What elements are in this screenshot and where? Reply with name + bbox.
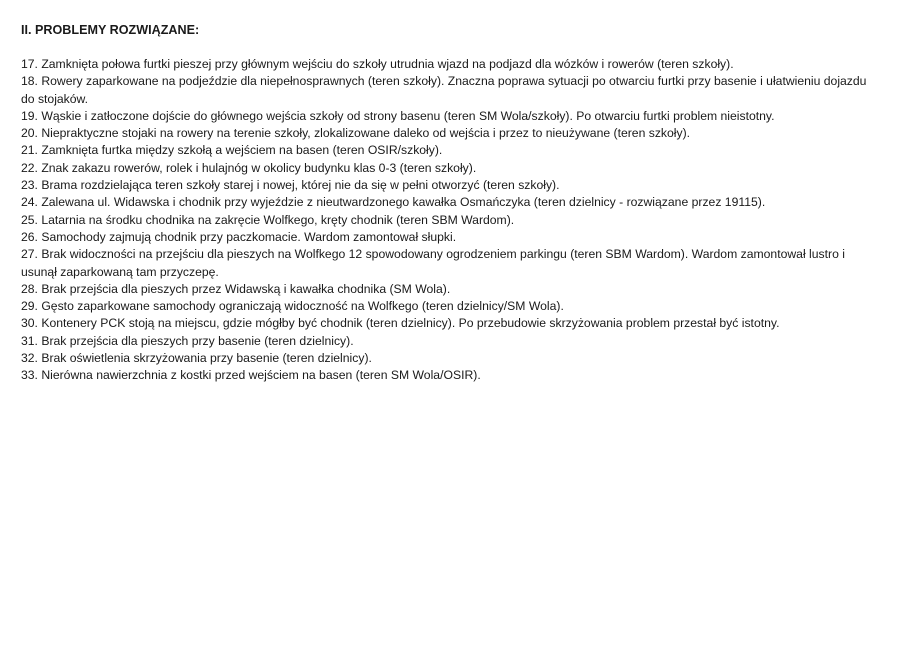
list-item: 28. Brak przejścia dla pieszych przez Widawską i kawałka chodnika (SM Wola). bbox=[21, 281, 451, 296]
list-item: 21. Zamknięta furtka między szkołą a wejściem na basen (teren OSIR/szkoły). bbox=[21, 143, 443, 158]
list-item: 26. Samochody zajmują chodnik przy paczkomacie. Wardom zamontował słupki. bbox=[21, 229, 457, 244]
list-item: 19. Wąskie i zatłoczone dojście do głównego wejścia szkoły od strony basenu (teren SM Wola/szkoły). Po otwarciu furtki problem nieistotny. bbox=[21, 108, 775, 123]
list-item: 32. Brak oświetlenia skrzyżowania przy basenie (teren dzielnicy). bbox=[21, 351, 372, 366]
list-item: 29. Gęsto zaparkowane samochody ograniczają widoczność na Wolfkego (teren dzielnicy/SM Wola). bbox=[21, 299, 564, 314]
solved-problems-list bbox=[21, 56, 881, 385]
list-item: 25. Latarnia na środku chodnika na zakręcie Wolfkego, kręty chodnik (teren SBM Wardom). bbox=[21, 212, 515, 227]
list-item: 18. Rowery zaparkowane na podjeździe dla niepełnosprawnych (teren szkoły). Znaczna poprawa sytuacji po otwarciu furtki przy basenie i ułatwieniu dojazdu do stojaków. bbox=[21, 74, 867, 106]
list-item: 27. Brak widoczności na przejściu dla pieszych na Wolfkego 12 spowodowany ogrodzeniem parkingu (teren SBM Wardom). Wardom zamontował lustro i usunął zaparkowaną tam przyczepę. bbox=[21, 247, 845, 279]
list-item: 23. Brama rozdzielająca teren szkoły starej i nowej, której nie da się w pełni otworzyć (teren szkoły). bbox=[21, 178, 560, 193]
list-item: 31. Brak przejścia dla pieszych przy basenie (teren dzielnicy). bbox=[21, 333, 354, 348]
section-heading: II. PROBLEMY ROZWIĄZANE: bbox=[21, 23, 200, 37]
list-item: 24. Zalewana ul. Widawska i chodnik przy wyjeździe z nieutwardzonego kawałka Osmańczyka (teren dzielnicy - rozwiązane przez 19115). bbox=[21, 195, 766, 210]
list-item: 20. Niepraktyczne stojaki na rowery na terenie szkoły, zlokalizowane daleko od wejścia i przez to nieużywane (teren szkoły). bbox=[21, 126, 691, 141]
list-item: 22. Znak zakazu rowerów, rolek i hulajnóg w okolicy budynku klas 0-3 (teren szkoły). bbox=[21, 160, 477, 175]
list-item: 17. Zamknięta połowa furtki pieszej przy głównym wejściu do szkoły utrudnia wjazd na podjazd dla wózków i rowerów (teren szkoły). bbox=[21, 57, 734, 71]
list-item: 30. Kontenery PCK stoją na miejscu, gdzie mógłby być chodnik (teren dzielnicy). Po przebudowie skrzyżowania problem przestał być istotny. bbox=[21, 316, 780, 331]
list-item: 33. Nierówna nawierzchnia z kostki przed wejściem na basen (teren SM Wola/OSIR). bbox=[21, 368, 481, 383]
document-content bbox=[21, 22, 881, 385]
